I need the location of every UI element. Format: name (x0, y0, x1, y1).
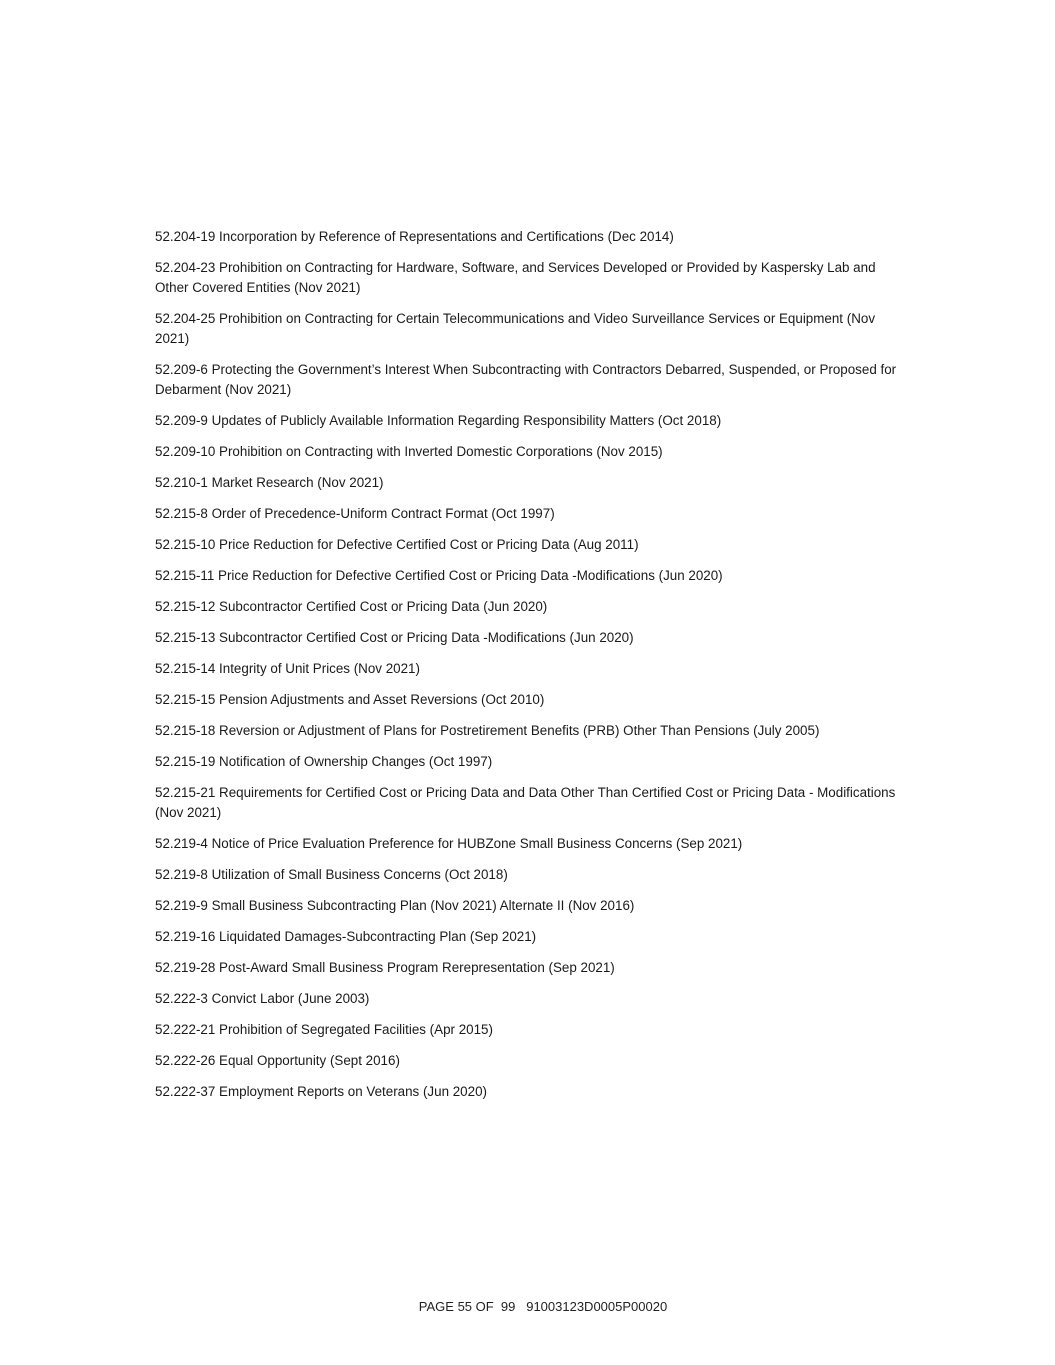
clause-item: 52.215-19 Notification of Ownership Changes (Oct 1997) (155, 754, 493, 769)
clause-item: 52.219-16 Liquidated Damages-Subcontracting Plan (Sep 2021) (155, 929, 537, 944)
clause-item: 52.215-13 Subcontractor Certified Cost or Pricing Data -Modifications (Jun 2020) (155, 630, 634, 645)
clause-item: 52.204-25 Prohibition on Contracting for Certain Telecommunications and Video Surveillance Services or Equipment (Nov 2021) (155, 311, 876, 346)
clause-item: 52.215-11 Price Reduction for Defective Certified Cost or Pricing Data -Modifications (Jun 2020) (155, 568, 723, 583)
clause-item: 52.222-37 Employment Reports on Veterans (Jun 2020) (155, 1084, 487, 1099)
clause-item: 52.209-10 Prohibition on Contracting with Inverted Domestic Corporations (Nov 2015) (155, 444, 663, 459)
page-footer: PAGE 55 OF 99 91003123D0005P00020 (418, 1299, 668, 1314)
clause-item: 52.219-8 Utilization of Small Business Concerns (Oct 2018) (155, 867, 508, 882)
clause-item: 52.219-9 Small Business Subcontracting Plan (Nov 2021) Alternate II (Nov 2016) (155, 898, 635, 913)
clause-item: 52.222-26 Equal Opportunity (Sept 2016) (155, 1053, 400, 1068)
clause-item: 52.215-12 Subcontractor Certified Cost or Pricing Data (Jun 2020) (155, 599, 548, 614)
clause-item: 52.210-1 Market Research (Nov 2021) (155, 475, 384, 490)
clause-item: 52.204-23 Prohibition on Contracting for Hardware, Software, and Services Developed or Provided by Kaspersky Lab and Other Covered Entities (Nov 2021) (155, 260, 876, 295)
clause-item: 52.215-18 Reversion or Adjustment of Plans for Postretirement Benefits (PRB) Other Than Pensions (July 2005) (155, 723, 820, 738)
clause-item: 52.215-21 Requirements for Certified Cost or Pricing Data and Data Other Than Certified Cost or Pricing Data - Modifications (Nov 2021) (155, 785, 896, 820)
clause-item: 52.209-9 Updates of Publicly Available Information Regarding Responsibility Matters (Oct 2018) (155, 413, 722, 428)
clause-item: 52.215-14 Integrity of Unit Prices (Nov 2021) (155, 661, 420, 676)
clause-item: 52.222-21 Prohibition of Segregated Facilities (Apr 2015) (155, 1022, 493, 1037)
clause-item: 52.215-15 Pension Adjustments and Asset Reversions (Oct 2010) (155, 692, 545, 707)
clause-item: 52.219-4 Notice of Price Evaluation Preference for HUBZone Small Business Concerns (Sep 2021) (155, 836, 743, 851)
clause-item: 52.204-19 Incorporation by Reference of Representations and Certifications (Dec 2014) (155, 229, 674, 244)
clause-item: 52.209-6 Protecting the Government’s Interest When Subcontracting with Contractors Debarred, Suspended, or Proposed for Debarment (Nov 2021) (155, 362, 897, 397)
clause-item: 52.215-10 Price Reduction for Defective Certified Cost or Pricing Data (Aug 2011) (155, 537, 639, 552)
clause-item: 52.215-8 Order of Precedence-Uniform Contract Format (Oct 1997) (155, 506, 555, 521)
clause-list (155, 227, 905, 1113)
clause-item: 52.219-28 Post-Award Small Business Program Rerepresentation (Sep 2021) (155, 960, 615, 975)
clause-item: 52.222-3 Convict Labor (June 2003) (155, 991, 370, 1006)
